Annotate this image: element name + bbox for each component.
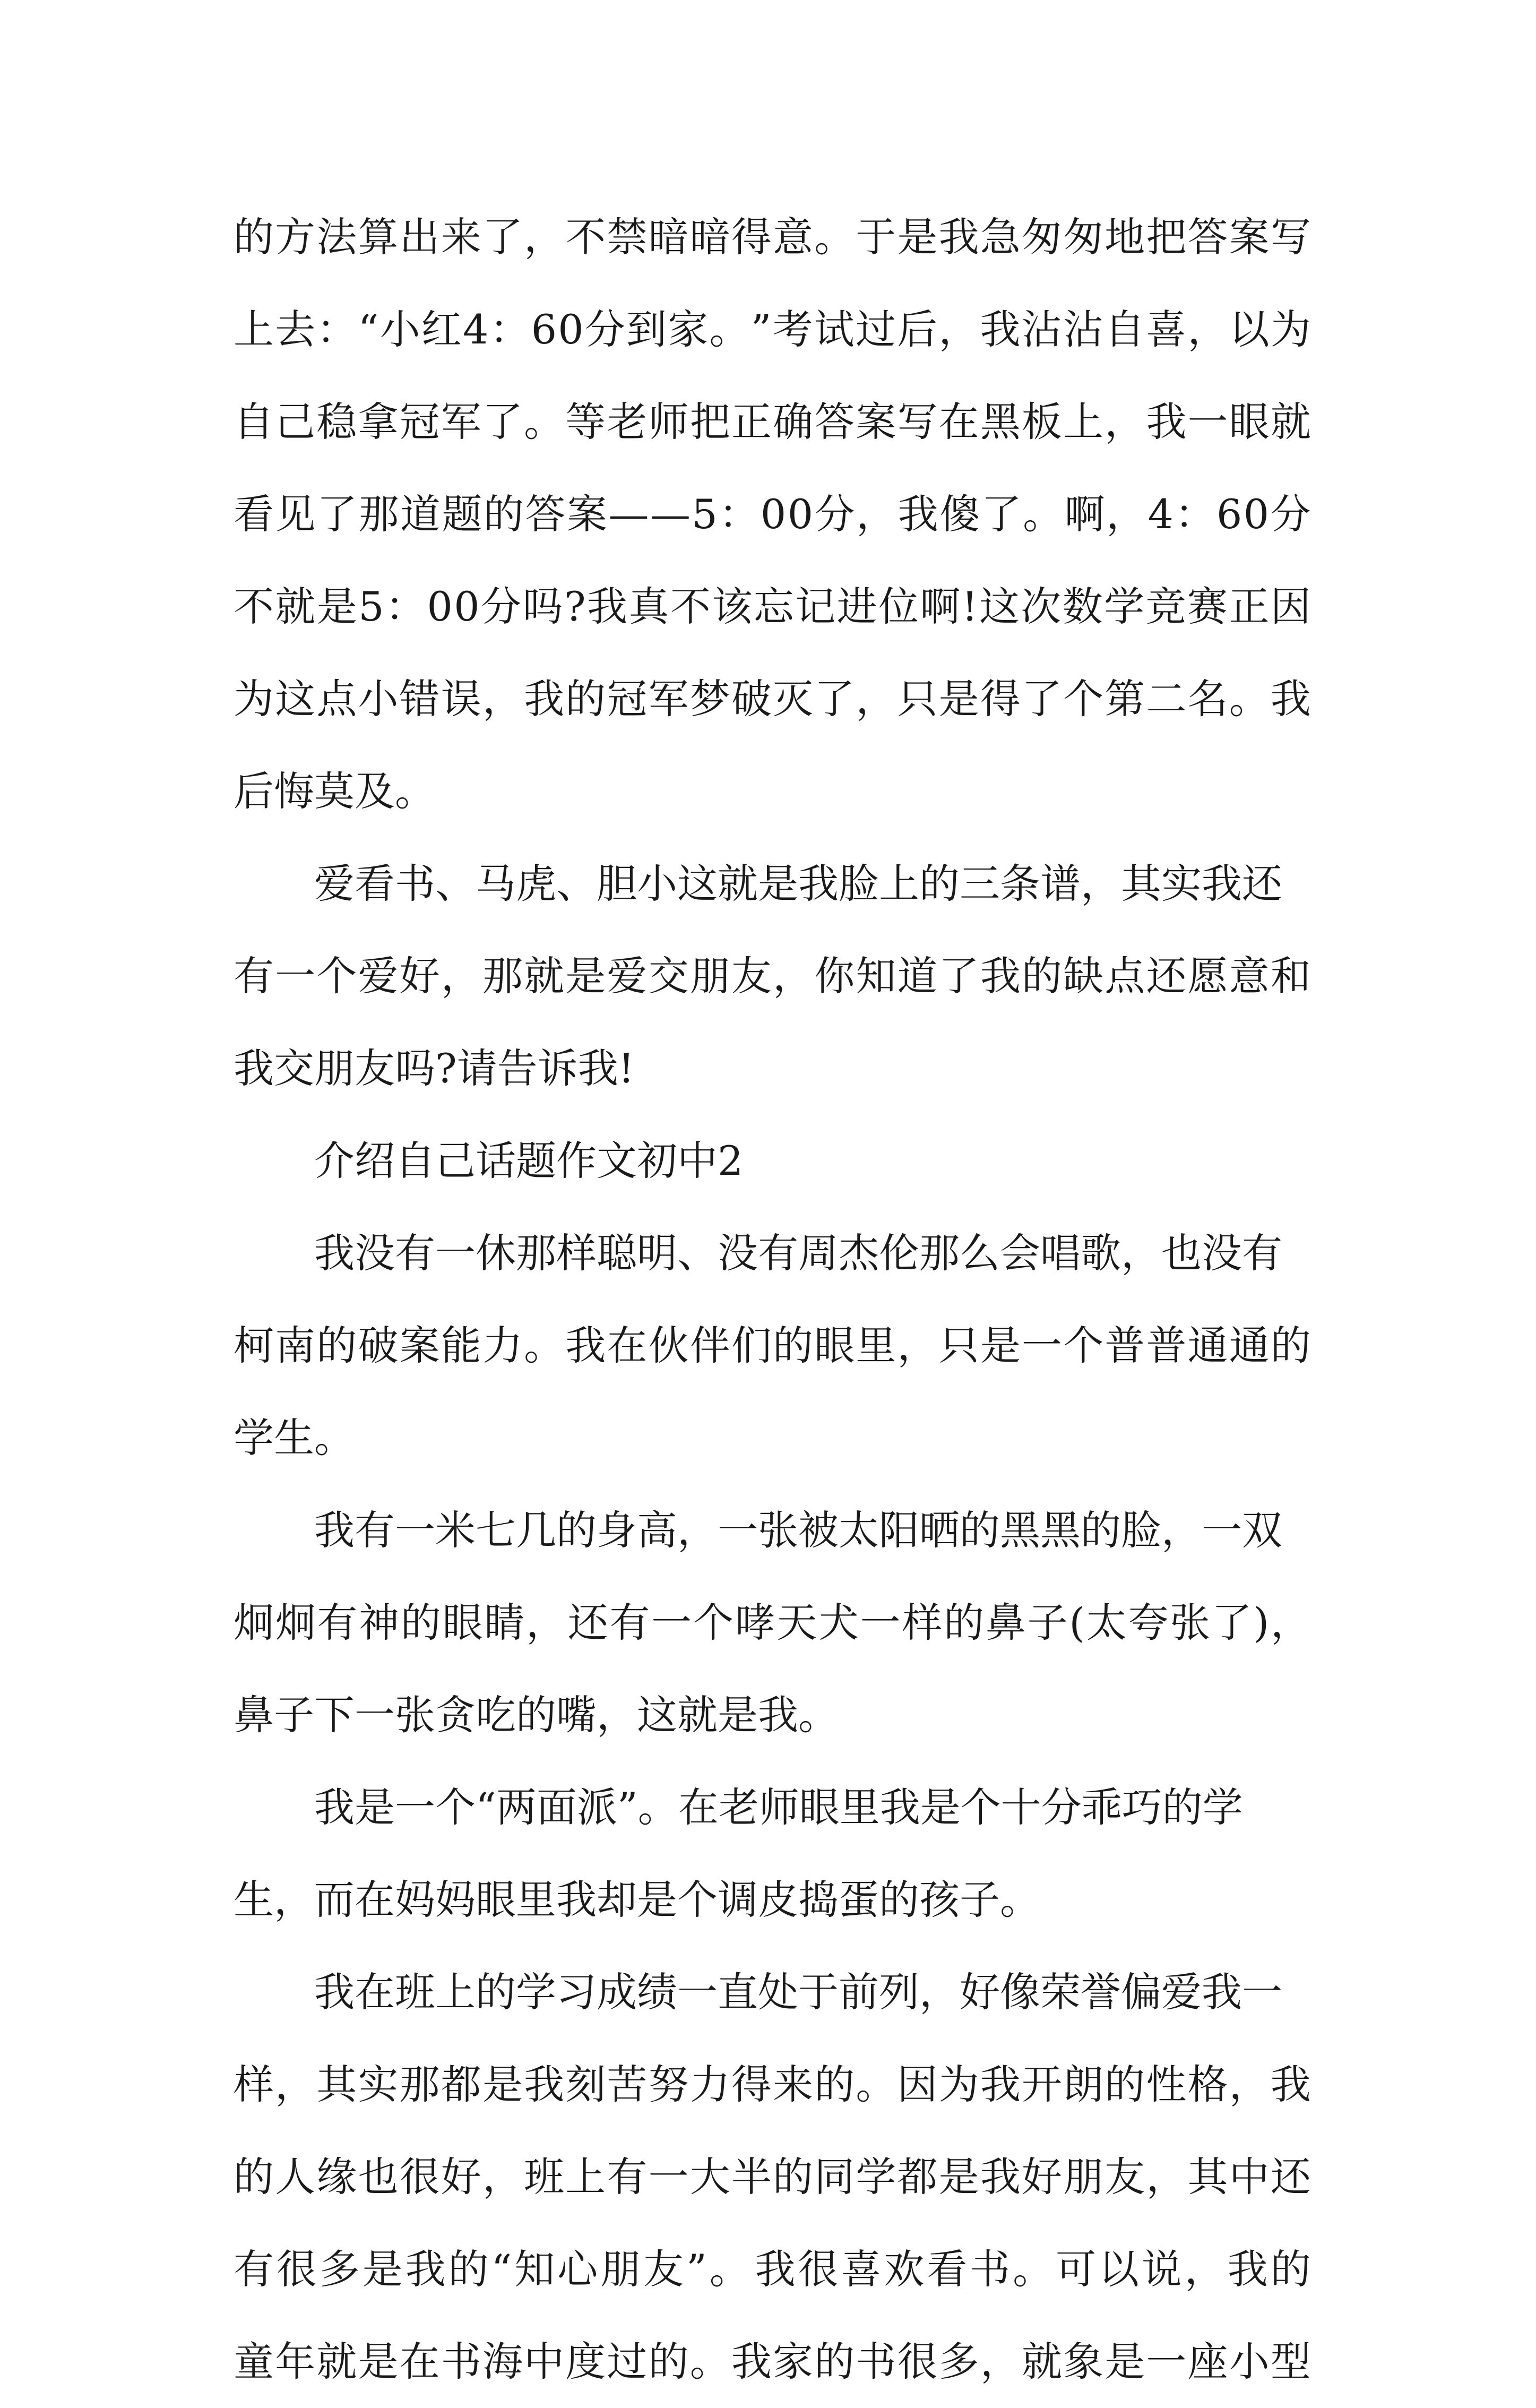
paragraph-first-line: 我在班上的学习成绩一直处于前列，好像荣誉偏爱我一 <box>314 1968 1282 2016</box>
paragraph-first-line: 我没有一休那样聪明、没有周杰伦那么会唱歌，也没有 <box>314 1229 1282 1277</box>
paragraph-first-line: 我是一个“两面派”。在老师眼里我是个十分乖巧的学 <box>314 1784 1243 1831</box>
paragraph-first-line: 爱看书、马虎、胆小这就是我脸上的三条谱，其实我还 <box>314 860 1282 907</box>
text-line: 的 人 缘 也 很 好 ， 班 上 有 一 大 半 的 同 学 都 是 我 好 朋 友 ， 其 中 还 <box>234 2153 1311 2200</box>
body-text <box>234 191 1311 2408</box>
text-line: 样 ， 其 实 那 都 是 我 刻 苦 努 力 得 来 的 。 因 为 我 开 朗 的 性 格 ， 我 <box>234 2061 1311 2108</box>
text-line: 生，而在妈妈眼里我却是个调皮捣蛋的孩子。 <box>234 1876 1040 1923</box>
text-line: 自 己 稳 拿 冠 军 了 。 等 老 师 把 正 确 答 案 写 在 黑 板 上 ， 我 一 眼 就 <box>234 398 1311 445</box>
text-line: 炯 炯 有 神 的 眼 睛 ， 还 有 一 个 哮 天 犬 一 样 的 鼻 子 ( 太 夸 张 了 ) ， <box>234 1599 1311 1646</box>
text-line: 柯 南 的 破 案 能 力 。 我 在 伙 伴 们 的 眼 里 ， 只 是 一 个 普 普 通 通 的 <box>234 1322 1311 1369</box>
section-heading: 介绍自己话题作文初中2 <box>314 1137 744 1184</box>
text-line: 不 就 是 5 ： 0 0 分 吗 ? 我 真 不 该 忘 记 进 位 啊 ! 这 次 数 学 竞 赛 正 因 <box>234 583 1311 630</box>
paragraph-first-line: 我有一米七几的身高，一张被太阳晒的黑黑的脸，一双 <box>314 1507 1282 1554</box>
text-line: 我交朋友吗?请告诉我! <box>234 1045 635 1092</box>
text-line: 有 一 个 爱 好 ， 那 就 是 爱 交 朋 友 ， 你 知 道 了 我 的 缺 点 还 愿 意 和 <box>234 952 1311 1000</box>
text-line: 学生。 <box>234 1414 355 1461</box>
text-line: 看 见 了 那 道 题 的 答 案 — — 5 ： 0 0 分 ， 我 傻 了 。 啊 ， 4 ： 6 0 分 <box>234 491 1311 538</box>
text-line: 上 去 ： “ 小 红 4 ： 6 0 分 到 家 。 ” 考 试 过 后 ， 我 沾 沾 自 喜 ， 以 为 <box>234 306 1311 353</box>
text-line: 鼻子下一张贪吃的嘴，这就是我。 <box>234 1691 839 1739</box>
text-line: 的 方 法 算 出 来 了 ， 不 禁 暗 暗 得 意 。 于 是 我 急 匆 匆 地 把 答 案 写 <box>234 213 1311 261</box>
text-line: 有 很 多 是 我 的 “ 知 心 朋 友 ” 。 我 很 喜 欢 看 书 。 可 以 说 ， 我 的 <box>234 2246 1311 2293</box>
text-line: 为 这 点 小 错 误 ， 我 的 冠 军 梦 破 灭 了 ， 只 是 得 了 个 第 二 名 。 我 <box>234 675 1311 723</box>
text-line: 后悔莫及。 <box>234 768 435 815</box>
text-line: 童 年 就 是 在 书 海 中 度 过 的 。 我 家 的 书 很 多 ， 就 象 是 一 座 小 型 <box>234 2338 1311 2385</box>
